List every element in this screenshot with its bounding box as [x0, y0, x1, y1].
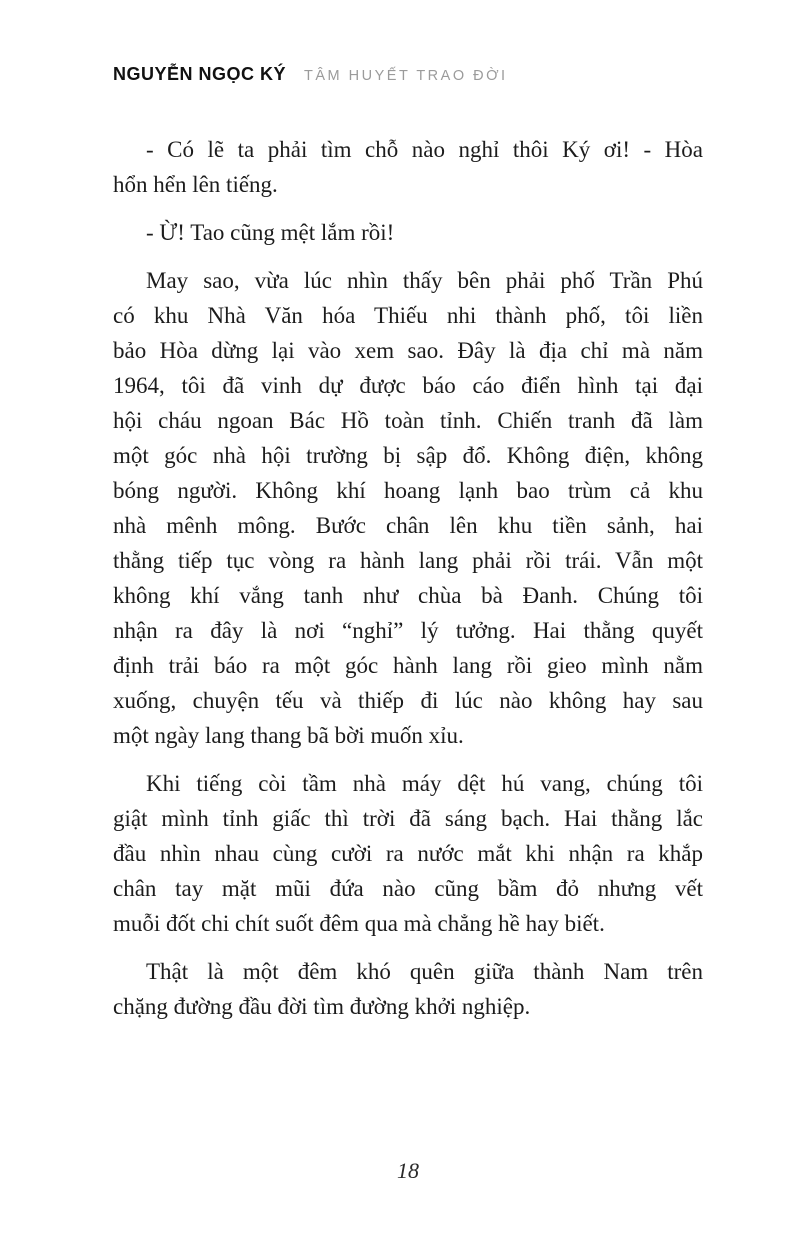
text-line: bảo Hòa dừng lại vào xem sao. Đây là địa chỉ mà năm	[113, 338, 703, 363]
paragraph	[113, 132, 703, 202]
text-line: có khu Nhà Văn hóa Thiếu nhi thành phố, tôi liền	[113, 303, 703, 328]
text-line: định trải báo ra một góc hành lang rồi gieo mình nằm	[113, 653, 703, 678]
text-line: - Có lẽ ta phải tìm chỗ nào nghỉ thôi Ký ơi! - Hòa	[146, 137, 703, 162]
text-line: chặng đường đầu đời tìm đường khởi nghiệp.	[113, 994, 531, 1019]
text-line: 1964, tôi đã vinh dự được báo cáo điển hình tại đại	[113, 373, 703, 398]
text-line: bóng người. Không khí hoang lạnh bao trùm cả khu	[113, 478, 703, 503]
text-line: không khí vắng tanh như chùa bà Đanh. Chúng tôi	[113, 583, 703, 608]
body-text	[113, 132, 703, 1037]
paragraph	[113, 263, 703, 753]
paragraph	[113, 954, 703, 1024]
text-line: - Ừ! Tao cũng mệt lắm rồi!	[146, 220, 395, 245]
text-line: thằng tiếp tục vòng ra hành lang phải rồi trái. Vẫn một	[113, 548, 703, 573]
running-header	[113, 64, 703, 85]
text-line: hổn hển lên tiếng.	[113, 172, 278, 197]
page-number: 18	[397, 1158, 419, 1183]
text-line: một góc nhà hội trường bị sập đổ. Không điện, không	[113, 443, 703, 468]
text-line: hội cháu ngoan Bác Hồ toàn tỉnh. Chiến tranh đã làm	[113, 408, 703, 433]
text-line: muỗi đốt chi chít suốt đêm qua mà chẳng hề hay biết.	[113, 911, 605, 936]
text-line: Khi tiếng còi tầm nhà máy dệt hú vang, chúng tôi	[146, 771, 703, 796]
paragraph	[113, 215, 703, 250]
header-author-name: NGUYỄN NGỌC KÝ	[113, 64, 287, 84]
text-line: đầu nhìn nhau cùng cười ra nước mắt khi nhận ra khắp	[113, 841, 703, 866]
text-line: xuống, chuyện tếu và thiếp đi lúc nào không hay sau	[113, 688, 703, 713]
text-line: nhận ra đây là nơi “nghỉ” lý tưởng. Hai thằng quyết	[113, 618, 703, 643]
text-line: nhà mênh mông. Bước chân lên khu tiền sảnh, hai	[113, 513, 703, 538]
text-line: giật mình tỉnh giấc thì trời đã sáng bạch. Hai thằng lắc	[113, 806, 703, 831]
text-line: May sao, vừa lúc nhìn thấy bên phải phố Trần Phú	[146, 268, 703, 293]
header-book-title: TÂM HUYẾT TRAO ĐỜI	[304, 68, 508, 84]
text-line: Thật là một đêm khó quên giữa thành Nam trên	[146, 959, 703, 984]
text-line: một ngày lang thang bã bời muốn xỉu.	[113, 723, 464, 748]
text-line: chân tay mặt mũi đứa nào cũng bầm đỏ nhưng vết	[113, 876, 703, 901]
paragraph	[113, 766, 703, 941]
